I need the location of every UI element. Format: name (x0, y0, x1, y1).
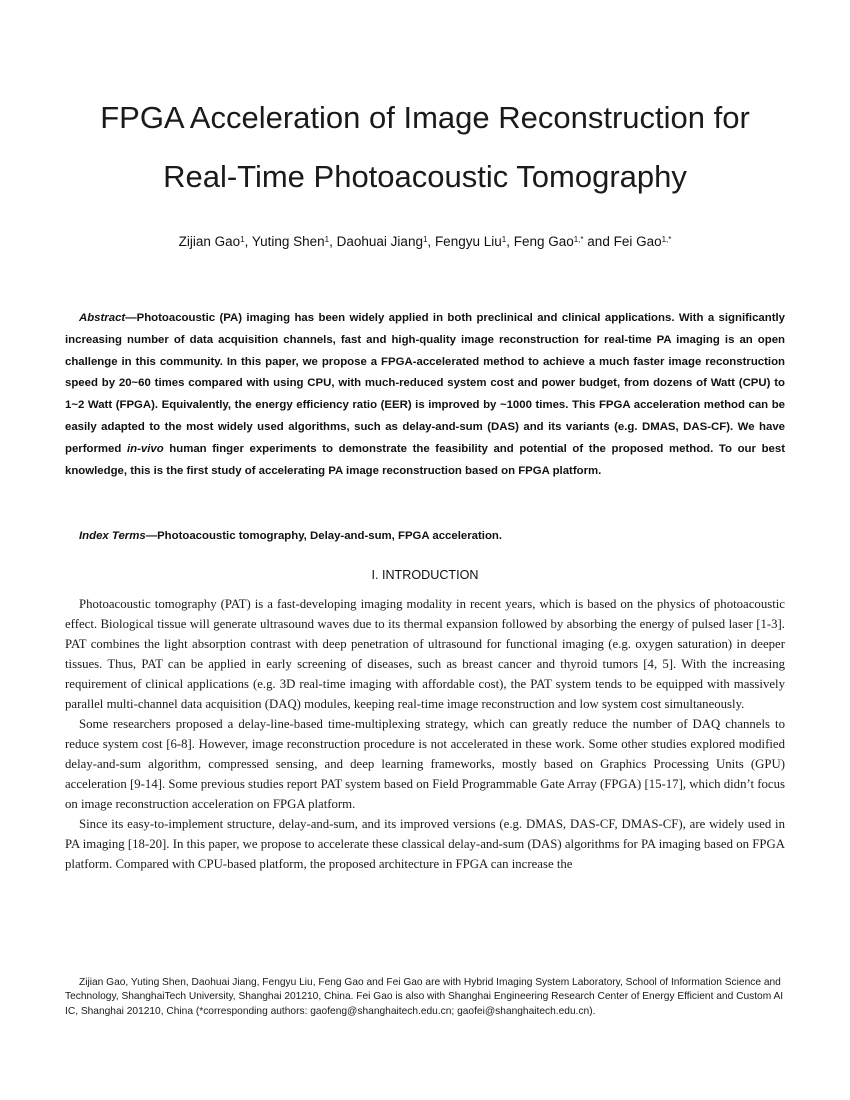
index-terms-label: Index Terms (79, 530, 146, 542)
author-list (40, 232, 810, 252)
body-paragraph: Some researchers proposed a delay-line-based time-multiplexing strategy, which can greatly reduce the number of DAQ channels to reduce system cost [6-8]. However, image reconstruction procedure is not accelerated in these work. Some other studies explored modified delay-and-sum algorithm, compressed sensing, and deep learning frameworks, mostly based on Graphics Processing Units (GPU) acceleration [9-14]. Some previous studies report PAT system based on Field Programmable Gate Array (FPGA) [15-17], which didn’t focus on image reconstruction acceleration on FPGA platform. (65, 717, 785, 811)
abstract-text: Photoacoustic (PA) imaging has been widely applied in both preclinical and clinical applications. With a significantly increasing number of data acquisition channels, fast and high-quality image reconstruction for real-time PA imaging is an open challenge in this community. In this paper, we propose a FPGA-accelerated method to achieve a much faster image reconstruction speed by 20~60 times compared with using CPU, with much-reduced system cost and power budget, from dozens of Watt (CPU) to 1~2 Watt (FPGA). Equivalently, the energy efficiency ratio (EER) is improved by ~1000 times. This FPGA acceleration method can be easily adapted to the most widely used algorithms, such as delay-and-sum (DAS) and its variants (e.g. DMAS, DAS-CF). We have performed (65, 312, 785, 455)
author-affiliation: 1,* (573, 235, 584, 244)
abstract-text-end: human finger experiments to demonstrate the feasibility and potential of the proposed method. To our best knowledge, this is the first study of accelerating PA image reconstruction based on FPGA platform. (65, 442, 785, 477)
author-name: Daohuai Jiang (336, 234, 423, 249)
abstract-label: Abstract (79, 312, 126, 324)
body-paragraph: Since its easy-to-implement structure, delay-and-sum, and its improved versions (e.g. DMAS, DAS-CF, DMAS-CF), are widely used in PA imaging [18-20]. In this paper, we propose to accelerate these classical delay-and-sum (DAS) algorithms for PA imaging based on FPGA platform. Compared with CPU-based platform, the proposed architecture in FPGA can increase the (65, 817, 785, 871)
index-terms-text: Photoacoustic tomography, Delay-and-sum, FPGA acceleration. (157, 530, 503, 542)
index-terms (65, 526, 785, 546)
author-name: Fengyu Liu (434, 234, 502, 249)
author-affiliation: 1,* (661, 235, 672, 244)
abstract-italic-term: in-vivo (126, 442, 164, 455)
author-affiliation: 1 (501, 235, 507, 244)
footnote: Zijian Gao, Yuting Shen, Daohuai Jiang, Fengyu Liu, Feng Gao and Fei Gao are with Hybrid Imaging System Laboratory, School of Information Science and Technology, ShanghaiTech University, Shanghai 201210, China. Fei Gao is also with Shanghai Engineering Research Center of Energy Efficient and Custom AI IC, Shanghai 201210, China (*corresponding authors: gaofeng@shanghaitech.edu.cn; gaofei@shanghaitech.edu.cn). (65, 977, 784, 1017)
body-paragraph: Photoacoustic tomography (PAT) is a fast-developing imaging modality in recent years, which is based on the physics of photoacoustic effect. Biological tissue will generate ultrasound waves due to its thermal expansion followed by absorbing the energy of pulsed laser [1-3]. PAT combines the light absorption contrast with deep penetration of ultrasound for functional imaging (e.g. oxygen saturation) in deeper tissues. Thus, PAT can be applied in early screening of diseases, such as breast cancer and thyroid tumors [4, 5]. With the increasing requirement of clinical applications (e.g. 3D real-time imaging with affordable cost), the PAT system tends to be equipped with massively parallel multi-channel data acquisition (DAQ) modules, keeping real-time image reconstruction and low system cost simultaneously. (65, 597, 785, 711)
author-affiliation: 1 (422, 235, 428, 244)
section-heading: I. INTRODUCTION (371, 568, 479, 582)
author-affiliation: 1 (240, 235, 245, 244)
author-separator: , (506, 234, 514, 249)
author-name: Fei Gao (613, 234, 662, 249)
author-name: Zijian Gao (178, 234, 241, 249)
abstract (65, 308, 785, 482)
author-separator: , (244, 234, 252, 249)
author-separator: , (329, 234, 337, 249)
author-name: Feng Gao (513, 234, 574, 249)
section-body (65, 594, 785, 874)
title-line-2: Real-Time Photoacoustic Tomography (163, 159, 687, 194)
title-line-1: FPGA Acceleration of Image Reconstruction for (100, 100, 750, 135)
paper-title (40, 88, 810, 206)
author-separator: and (583, 234, 614, 249)
author-affiliation: 1 (324, 235, 330, 244)
author-name: Yuting Shen (251, 234, 325, 249)
abstract-dash: — (125, 312, 137, 324)
index-terms-dash: — (145, 530, 158, 542)
author-separator: , (427, 234, 435, 249)
